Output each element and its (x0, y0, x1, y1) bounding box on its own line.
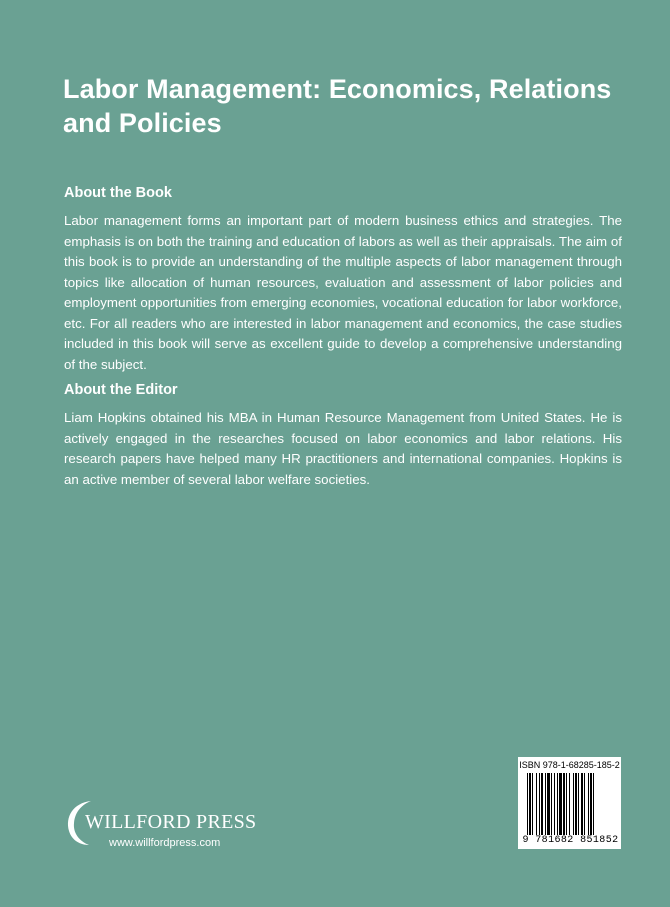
about-book-text: Labor management forms an important part of modern business ethics and strategies. The emphasis is on both the training and education of labors as well as their appraisals. The aim of this book is to provide an understanding of the multiple aspects of labor management through topics like allocation of human resources, evaluation and assessment of labor policies and employment opportunities from emerging economies, vocational education for labor workforce, etc. For all readers who are interested in labor management and economics, the case studies included in this book will serve as excellent guide to develop a comprehensive understanding of the subject. (64, 213, 622, 372)
isbn-label: ISBN 978-1-68285-185-2 (519, 760, 620, 770)
publisher-name: WILLFORD PRESS (85, 811, 257, 833)
about-editor-text: Liam Hopkins obtained his MBA in Human Resource Management from United States. He is actively engaged in the researches focused on labor economics and labor relations. His research papers have helped many HR practitioners and international companies. Hopkins is an active member of several labor welfare societies. (64, 410, 622, 487)
about-editor-heading: About the Editor (64, 382, 178, 398)
isbn-barcode-box (518, 757, 621, 849)
isbn-digits: 9 781682 851852 (522, 835, 619, 846)
book-title: Labor Management: Economics, Relations and Policies (63, 74, 612, 138)
publisher-url[interactable]: www.willfordpress.com (109, 837, 221, 849)
barcode-icon (527, 773, 613, 835)
about-book-heading: About the Book (64, 185, 172, 201)
